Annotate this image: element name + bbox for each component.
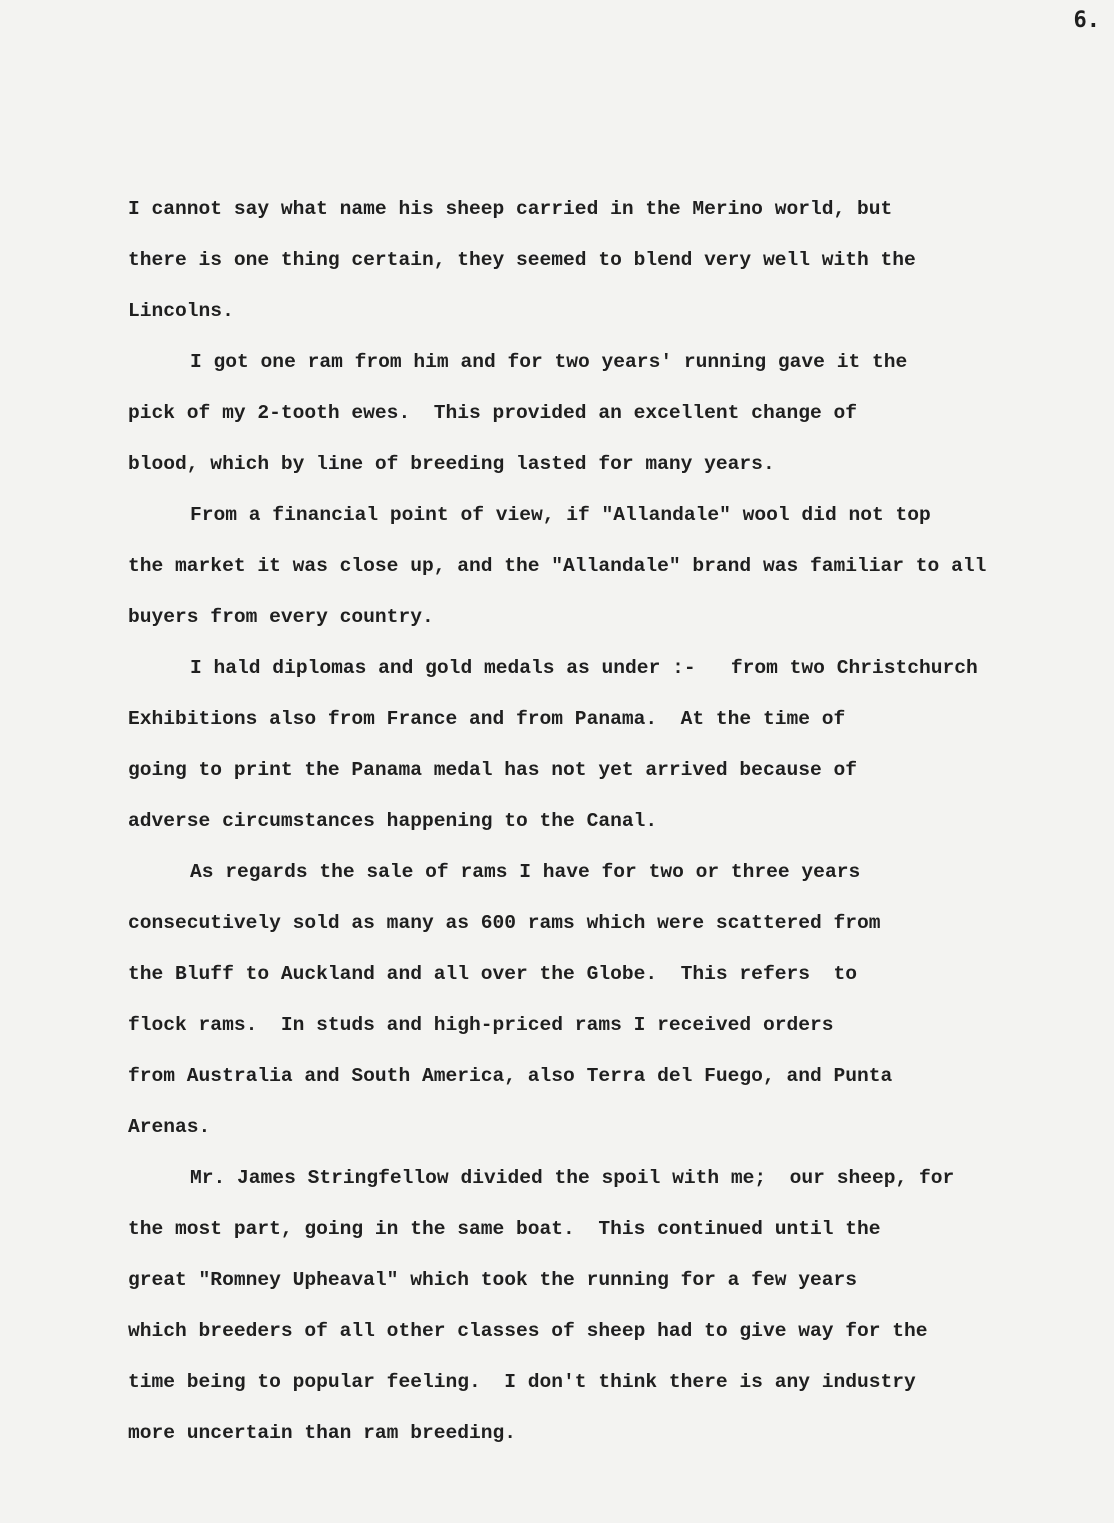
paragraph-first-line: I got one ram from him and for two years' running gave it the: [190, 351, 908, 373]
text-line: consecutively sold as many as 600 rams which were scattered from: [128, 912, 881, 934]
text-line: the market it was close up, and the "Allandale" brand was familiar to all: [128, 555, 987, 577]
text-line: great "Romney Upheaval" which took the running for a few years: [128, 1269, 858, 1291]
text-line: there is one thing certain, they seemed to blend very well with the: [128, 249, 916, 271]
paragraph-first-line: Mr. James Stringfellow divided the spoil with me; our sheep, for: [190, 1167, 955, 1189]
text-line: the Bluff to Auckland and all over the Globe. This refers to: [128, 963, 858, 985]
text-line: buyers from every country.: [128, 606, 434, 628]
text-line: the most part, going in the same boat. This continued until the: [128, 1218, 881, 1240]
text-line: flock rams. In studs and high-priced rams I received orders: [128, 1014, 834, 1036]
text-line: more uncertain than ram breeding.: [128, 1422, 517, 1444]
paragraph-first-line: I hald diplomas and gold medals as under :- from two Christchurch: [190, 657, 978, 679]
paragraph-first-line: From a financial point of view, if "Allandale" wool did not top: [190, 504, 931, 526]
text-line: Arenas.: [128, 1116, 211, 1138]
text-line: I cannot say what name his sheep carried in the Merino world, but: [128, 198, 893, 220]
page-number: 6.: [1073, 8, 1100, 33]
paragraph-first-line: As regards the sale of rams I have for two or three years: [190, 861, 861, 883]
text-line: adverse circumstances happening to the Canal.: [128, 810, 658, 832]
text-line: pick of my 2-tooth ewes. This provided an excellent change of: [128, 402, 858, 424]
text-line: time being to popular feeling. I don't think there is any industry: [128, 1371, 916, 1393]
text-line: which breeders of all other classes of sheep had to give way for the: [128, 1320, 928, 1342]
body-text: [128, 190, 1098, 1465]
text-line: from Australia and South America, also Terra del Fuego, and Punta: [128, 1065, 893, 1087]
text-line: Exhibitions also from France and from Panama. At the time of: [128, 708, 846, 730]
text-line: blood, which by line of breeding lasted for many years.: [128, 453, 775, 475]
text-line: going to print the Panama medal has not yet arrived because of: [128, 759, 858, 781]
text-line: Lincolns.: [128, 300, 234, 322]
